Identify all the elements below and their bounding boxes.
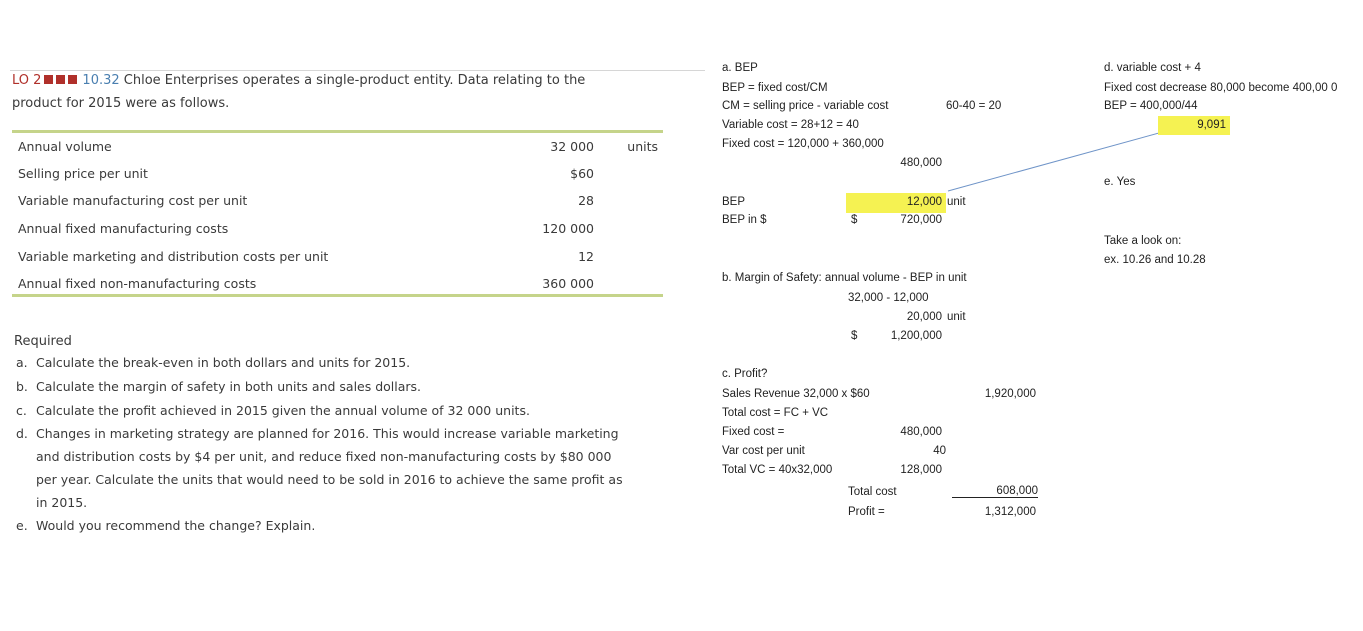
table-row-label: Variable marketing and distribution costs per unit xyxy=(18,249,329,264)
sales-label: Sales Revenue 32,000 x $60 xyxy=(722,388,870,400)
table-row-value: 360 000 xyxy=(542,276,594,291)
question-letter: a. xyxy=(16,355,28,370)
dollar-sign: $ xyxy=(851,214,858,226)
total-vc-label: Total VC = 40x32,000 xyxy=(722,464,833,476)
bep-label: BEP xyxy=(722,196,746,208)
question-text: per year. Calculate the units that would need to be sold in 2016 to achieve the same profit as xyxy=(36,472,623,487)
cm-formula: CM = selling price - variable cost xyxy=(722,100,889,112)
lo-label: LO 2 xyxy=(12,73,42,88)
fixed-cost-decrease: Fixed cost decrease 80,000 become 400,00 0 xyxy=(1104,82,1338,94)
intro-line-1: Chloe Enterprises operates a single-product entity. Data relating to the xyxy=(123,73,586,88)
table-row-value: 12 xyxy=(578,249,594,264)
variable-cost: Variable cost = 28+12 = 40 xyxy=(722,119,859,131)
required-heading: Required xyxy=(14,334,72,349)
section-e-answer: e. Yes xyxy=(1104,176,1136,188)
mos-dollars: 1,200,000 xyxy=(890,330,942,342)
new-bep-result: 9,091 xyxy=(1158,116,1230,135)
total-cost-formula: Total cost = FC + VC xyxy=(722,407,829,419)
section-d-title: d. variable cost + 4 xyxy=(1104,62,1201,74)
question-text: and distribution costs by $4 per unit, and reduce fixed non-manufacturing costs by $80 000 xyxy=(36,449,612,464)
problem-number: 10.32 xyxy=(82,73,120,88)
fixed-cost-total: 480,000 xyxy=(900,157,942,169)
var-cost-value: 40 xyxy=(933,445,946,457)
question-letter: b. xyxy=(16,379,28,394)
question-text: Calculate the break-even in both dollars and units for 2015. xyxy=(36,355,411,370)
profit-value: 1,312,000 xyxy=(984,506,1036,518)
table-row-value: 120 000 xyxy=(542,221,594,236)
table-row-label: Annual fixed non-manufacturing costs xyxy=(18,276,257,291)
top-divider xyxy=(10,70,705,71)
table-row-label: Variable manufacturing cost per unit xyxy=(18,193,248,208)
section-a-title: a. BEP xyxy=(722,62,758,74)
total-cost-label: Total cost xyxy=(848,486,897,498)
difficulty-square-icon xyxy=(56,75,65,84)
question-letter: e. xyxy=(16,518,28,533)
bep-formula: BEP = fixed cost/CM xyxy=(722,82,828,94)
difficulty-square-icon xyxy=(44,75,53,84)
bep-dollar-value: 720,000 xyxy=(900,214,942,226)
table-row-label: Annual fixed manufacturing costs xyxy=(18,221,229,236)
difficulty-square-icon xyxy=(68,75,77,84)
sales-value: 1,920,000 xyxy=(984,388,1036,400)
var-cost-label: Var cost per unit xyxy=(722,445,805,457)
total-cost-value-wrap xyxy=(952,485,1038,498)
table-row-value: $60 xyxy=(570,166,594,181)
section-b-title: b. Margin of Safety: annual volume - BEP in unit xyxy=(722,272,967,284)
mos-units: 20,000 xyxy=(906,311,942,323)
section-c-title: c. Profit? xyxy=(722,368,768,380)
mos-calc: 32,000 - 12,000 xyxy=(848,292,929,304)
fixed-cost: Fixed cost = 120,000 + 360,000 xyxy=(722,138,884,150)
question-text: Changes in marketing strategy are planned for 2016. This would increase variable marketing xyxy=(36,426,619,441)
table-row-label: Selling price per unit xyxy=(18,166,148,181)
question-letter: c. xyxy=(16,403,27,418)
cm-calc: 60-40 = 20 xyxy=(946,100,1002,112)
bep-units-value: 12,000 xyxy=(906,196,942,208)
fixed-cost-label: Fixed cost = xyxy=(722,426,785,438)
question-text: Would you recommend the change? Explain. xyxy=(36,518,316,533)
total-cost-value: 608,000 xyxy=(952,485,1038,498)
question-text: Calculate the profit achieved in 2015 given the annual volume of 32 000 units. xyxy=(36,403,530,418)
total-vc-value: 128,000 xyxy=(900,464,942,476)
dollar-sign: $ xyxy=(851,330,858,342)
question-text: in 2015. xyxy=(36,495,88,510)
mos-unit-label: unit xyxy=(947,311,966,323)
profit-label: Profit = xyxy=(848,506,885,518)
table-row-value: 28 xyxy=(578,193,594,208)
table-top-rule xyxy=(12,130,663,133)
table-row-unit: units xyxy=(627,139,658,154)
bep-unit-label: unit xyxy=(947,196,966,208)
arrow-line xyxy=(948,125,1188,191)
note-line-2: ex. 10.26 and 10.28 xyxy=(1104,254,1206,266)
question-letter: d. xyxy=(16,426,28,441)
table-row-value: 32 000 xyxy=(550,139,594,154)
table-row-label: Annual volume xyxy=(18,139,112,154)
new-bep-formula: BEP = 400,000/44 xyxy=(1104,100,1198,112)
intro-line-2: product for 2015 were as follows. xyxy=(12,96,230,111)
bep-dollar-label: BEP in $ xyxy=(722,214,767,226)
question-text: Calculate the margin of safety in both units and sales dollars. xyxy=(36,379,422,394)
problem-header xyxy=(12,73,585,88)
note-line-1: Take a look on: xyxy=(1104,235,1182,247)
fixed-cost-value: 480,000 xyxy=(900,426,942,438)
table-bottom-rule xyxy=(12,294,663,297)
